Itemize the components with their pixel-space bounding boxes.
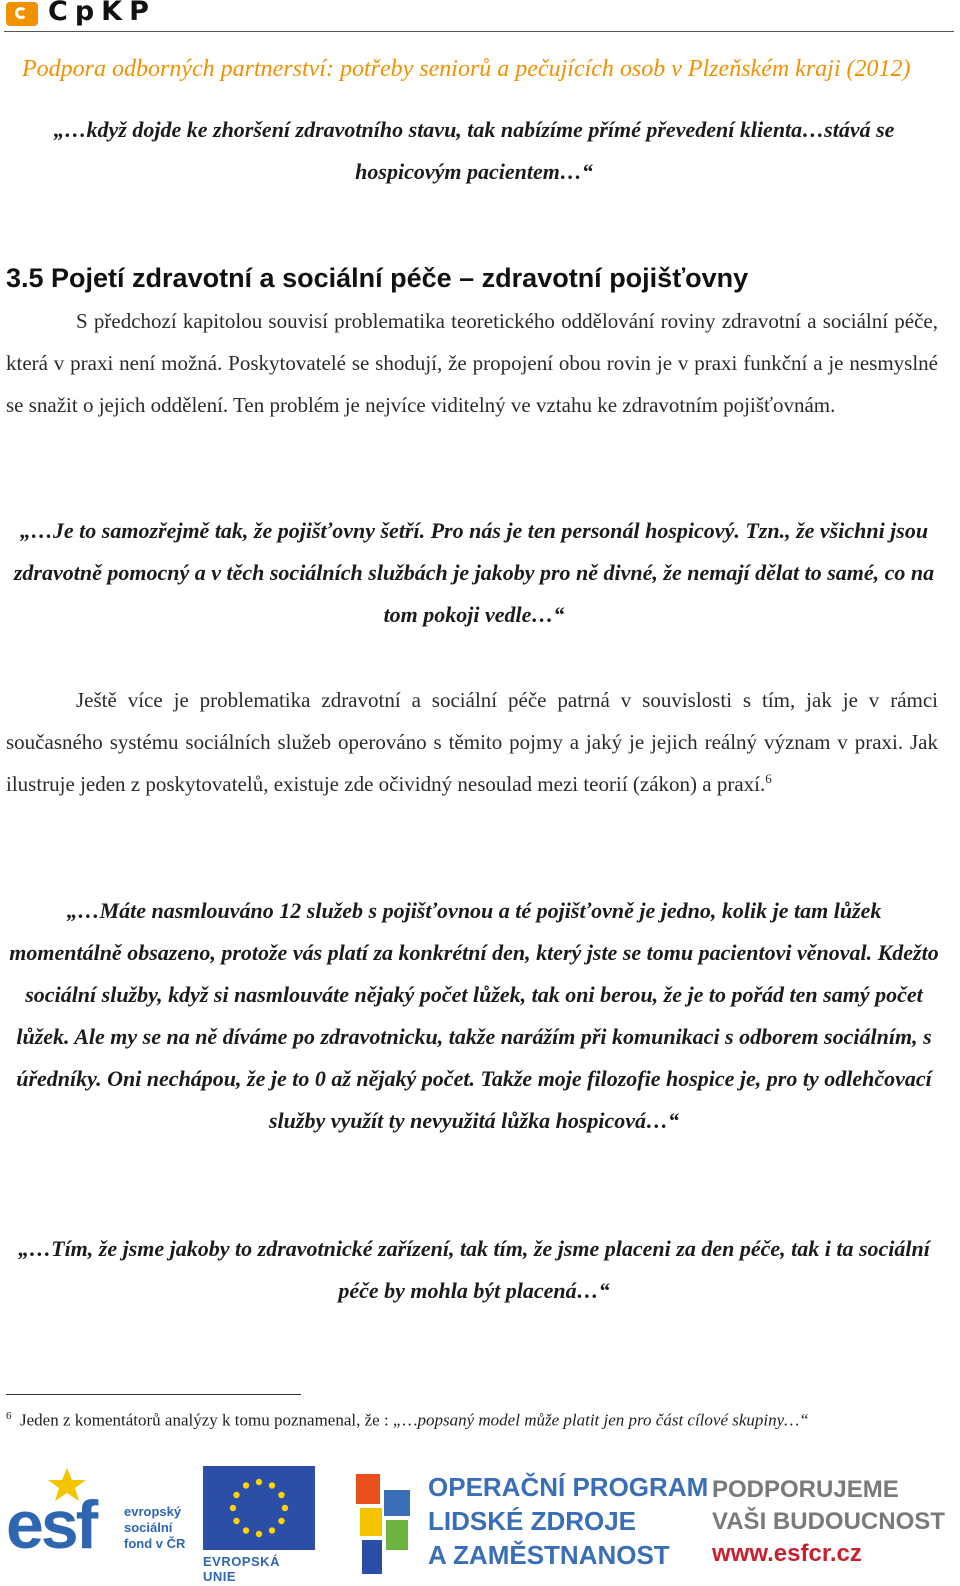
footnote	[6, 1404, 938, 1433]
eu-flag-icon	[203, 1466, 315, 1550]
footer-logos	[0, 1462, 960, 1586]
page-header-title: Podpora odborných partnerství: potřeby seniorů a pečujících osob v Plzeňském kraji (2012)	[22, 56, 911, 82]
support-slogan	[712, 1474, 945, 1570]
op-program-line: LIDSKÉ ZDROJE	[428, 1506, 637, 1536]
paragraph-1-text: S předchozí kapitolou souvisí problematika teoretického oddělování roviny zdravotní a sociální péče, která v praxi není možná. Poskytovatelé se shodují, že propojení obou rovin je v praxi funkční a je nesmyslné se snažit o jejich oddělení. Ten problém je nejvíce viditelný ve vztahu ke zdravotním pojišťovnám.	[6, 309, 938, 417]
footnote-reference[interactable]: 6	[765, 771, 772, 786]
esf-subtitle	[124, 1504, 185, 1552]
interview-quote-1: „…když dojde ke zhoršení zdravotního stavu, tak nabízíme přímé převedení klienta…stává se hospicovým pacientem…“	[53, 117, 895, 184]
support-line: VAŠI BUDOUCNOST	[712, 1508, 945, 1535]
interview-quote-4: „…Tím, že jsme jakoby to zdravotnické zařízení, tak tím, že jsme placeni za den péče, tak i ta sociální péče by mohla být placená…“	[18, 1236, 930, 1303]
interview-quote-2: „…Je to samozřejmě tak, že pojišťovny šetří. Pro nás je ten personál hospicový. Tzn., že všichni jsou zdravotně pomocný a v těch sociálních službách je jakoby pro ně divné, že nemají dělat to samé, co na tom pokoji vedle…“	[13, 518, 935, 627]
esf-subtitle-line: sociální	[124, 1520, 173, 1535]
logo-text: CpKP	[48, 0, 156, 27]
eu-label: EVROPSKÁ UNIE	[203, 1554, 280, 1584]
header-divider	[4, 31, 954, 32]
logo-bar	[0, 0, 960, 34]
section-heading: 3.5 Pojetí zdravotní a sociální péče – zdravotní pojišťovny	[6, 263, 749, 293]
eu-logo	[203, 1466, 315, 1582]
footnote-number: 6	[6, 1410, 12, 1422]
footnote-divider	[6, 1394, 301, 1395]
esf-wordmark: esf	[6, 1487, 96, 1563]
esf-logo	[6, 1466, 196, 1582]
footnote-text: Jeden z komentátorů analýzy k tomu poznamenal, že :	[20, 1410, 389, 1430]
esf-subtitle-line: fond v ČR	[124, 1536, 186, 1551]
footnote-quote: „…popsaný model může platit jen pro část cílové skupiny…“	[392, 1410, 809, 1430]
support-line: PODPORUJEME	[712, 1476, 899, 1503]
cpkp-logo-icon	[6, 2, 38, 26]
op-program-icon	[352, 1468, 420, 1580]
eu-stars-icon	[203, 1466, 315, 1550]
paragraph-2	[6, 679, 938, 805]
esf-subtitle-line: evropský	[124, 1504, 182, 1519]
esf-website-link[interactable]: www.esfcr.cz	[712, 1540, 862, 1567]
paragraph-1	[6, 300, 938, 426]
op-program-line: OPERAČNÍ PROGRAM	[428, 1472, 709, 1502]
interview-quote-3: „…Máte nasmlouváno 12 služeb s pojišťovnou a té pojišťovně je jedno, kolik je tam lůžek momentálně obsazeno, protože vás platí za konkrétní den, který jste se tomu pacientovi věnoval. Kdežto sociální služby, když si nasmlouváte nějaký počet lůžek, tak oni berou, že je to pořád ten samý počet lůžek. Ale my se na ně díváme po zdravotnicku, takže narážím při komunikaci s odborem sociálním, s úředníky. Oni nechápou, že je to 0 až nějaký počet. Takže moje filozofie hospice je, pro ty odlehčovací služby využít ty nevyužitá lůžka hospicová…“	[9, 898, 939, 1133]
paragraph-2-text: Ještě více je problematika zdravotní a sociální péče patrná v souvislosti s tím, jak je v rámci současného systému sociálních služeb operováno s těmito pojmy a jaký je jejich reálný význam v praxi. Jak ilustruje jeden z poskytovatelů, existuje zde očividný nesoulad mezi teorií (zákon) a praxí.	[6, 688, 938, 796]
op-program-text	[428, 1470, 708, 1572]
op-program-line: A ZAMĚSTNANOST	[428, 1540, 670, 1570]
